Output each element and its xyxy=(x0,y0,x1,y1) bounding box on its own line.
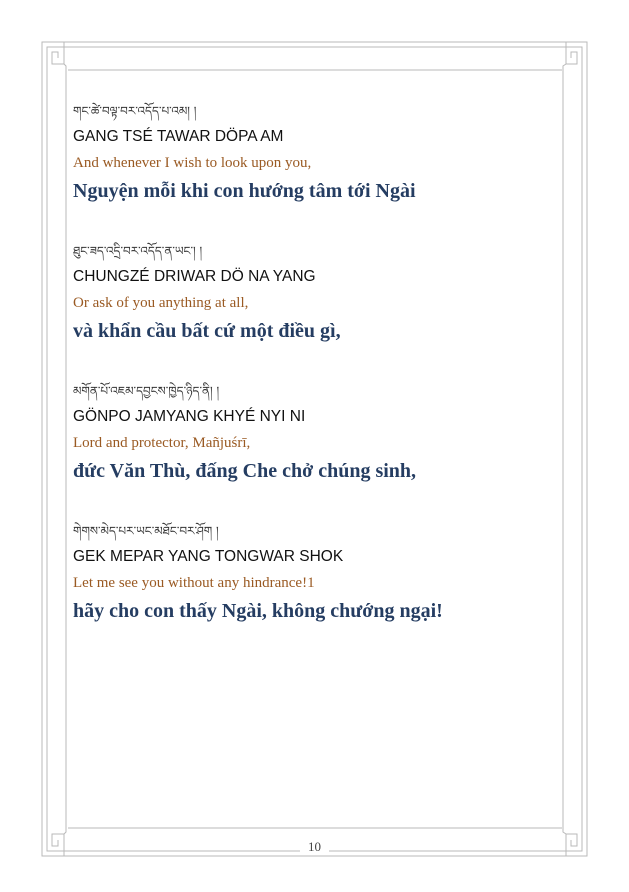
tibetan-line: གེགས་མེད་པར་ཡང་མཐོང་བར་ཤོག ། xyxy=(73,524,219,538)
page-number-label: 10 xyxy=(300,839,329,854)
transliteration-line: GÖNPO JAMYANG KHYÉ NYI NI xyxy=(73,408,306,425)
tibetan-line: གང་ཚེ་བལྟ་བར་འདོད་པ་འམ། ། xyxy=(73,104,197,118)
verse-3 xyxy=(73,378,543,485)
vietnamese-translation: hãy cho con thấy Ngài, không chướng ngại! xyxy=(73,600,443,622)
verse-1 xyxy=(73,98,543,205)
english-translation: Let me see you without any hindrance!1 xyxy=(73,575,315,591)
transliteration-line: CHUNGZÉ DRIWAR DÖ NA YANG xyxy=(73,268,316,285)
vietnamese-translation: và khẩn cầu bất cứ một điều gì, xyxy=(73,320,341,342)
english-translation: Lord and protector, Mañjuśrī, xyxy=(73,435,251,451)
tibetan-line: མགོན་པོ་འཇམ་དབྱངས་ཁྱེད་ཉིད་ནི། ། xyxy=(73,384,220,398)
vietnamese-translation: Nguyện mỗi khi con hướng tâm tới Ngài xyxy=(73,180,416,202)
verse-2 xyxy=(73,238,543,345)
english-translation: And whenever I wish to look upon you, xyxy=(73,155,312,171)
vietnamese-translation: đức Văn Thù, đấng Che chở chúng sinh, xyxy=(73,460,417,482)
verse-4 xyxy=(73,518,543,625)
verse-content xyxy=(73,98,543,625)
tibetan-line: ཐུང་ཟད་འདྲི་བར་འདོད་ན་ཡང་། ། xyxy=(73,244,203,258)
page-number xyxy=(0,838,629,856)
english-translation: Or ask of you anything at all, xyxy=(73,295,249,311)
transliteration-line: GEK MEPAR YANG TONGWAR SHOK xyxy=(73,548,344,565)
transliteration-line: GANG TSÉ TAWAR DÖPA AM xyxy=(73,128,284,145)
